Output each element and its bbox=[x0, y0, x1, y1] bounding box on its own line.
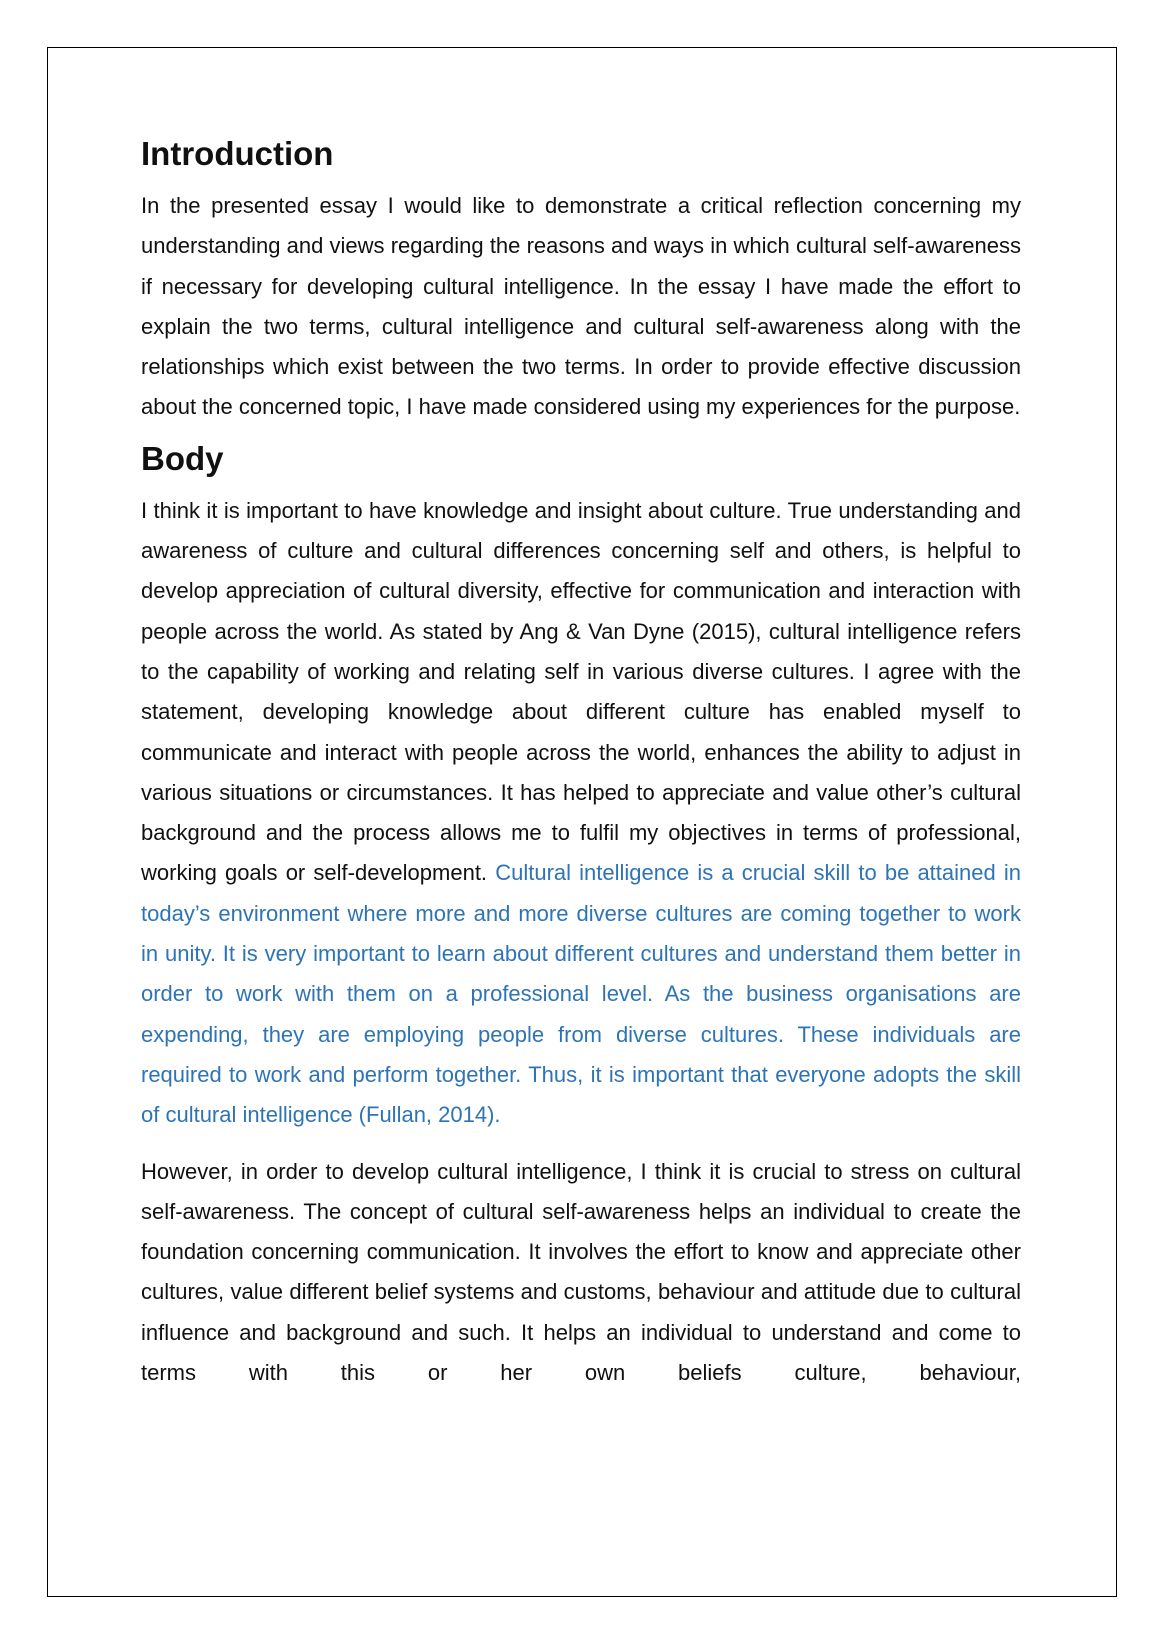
body-paragraph-2: However, in order to develop cultural intelligence, I think it is crucial to stress on cultural self-awareness. The concept of cultural self-awareness helps an individual to create the foundation concerning communication. It involves the effort to know and appreciate other cultures, value different belief systems and customs, behaviour and attitude due to cultural influence and background and such. It helps an individual to understand and come to terms with this or her own beliefs culture, behaviour, bbox=[141, 1158, 1021, 1386]
document-content bbox=[141, 135, 1022, 1393]
body-paragraph-1-highlighted-text: Cultural intelligence is a crucial skill to be attained in today’s environment where more and more diverse cultures are coming together to work in unity. It is very important to learn about different cultures and understand them better in order to work with them on a professional level. As the business organisations are expending, they are employing people from diverse cultures. These individuals are required to work and perform together. Thus, it is important that everyone adopts the skill of cultural intelligence (Fullan, 2014). bbox=[141, 860, 1022, 1128]
introduction-paragraph: In the presented essay I would like to demonstrate a critical reflection concerning my understanding and views regarding the reasons and ways in which cultural self-awareness if necessary for developing cultural intelligence. In the essay I have made the effort to explain the two terms, cultural intelligence and cultural self-awareness along with the relationships which exist between the two terms. In order to provide effective discussion about the concerned topic, I have made considered using my experiences for the purpose. bbox=[141, 193, 1021, 420]
body-paragraph-1 bbox=[141, 491, 1021, 1136]
body-paragraph-1-text: I think it is important to have knowledge and insight about culture. True understanding and awareness of culture and cultural differences concerning self and others, is helpful to develop appreciation of cultural diversity, effective for communication and interaction with people across the world. As stated by Ang & Van Dyne (2015), cultural intelligence refers to the capability of working and relating self in various diverse cultures. I agree with the statement, developing knowledge about different culture has enabled myself to communicate and interact with people across the world, enhances the ability to adjust in various situations or circumstances. It has helped to appreciate and value other’s cultural background and the process allows me to fulfil my objectives in terms of professional, working goals or self-development. bbox=[141, 497, 1021, 886]
introduction-heading: Introduction bbox=[141, 135, 334, 172]
body-heading: Body bbox=[141, 439, 224, 477]
